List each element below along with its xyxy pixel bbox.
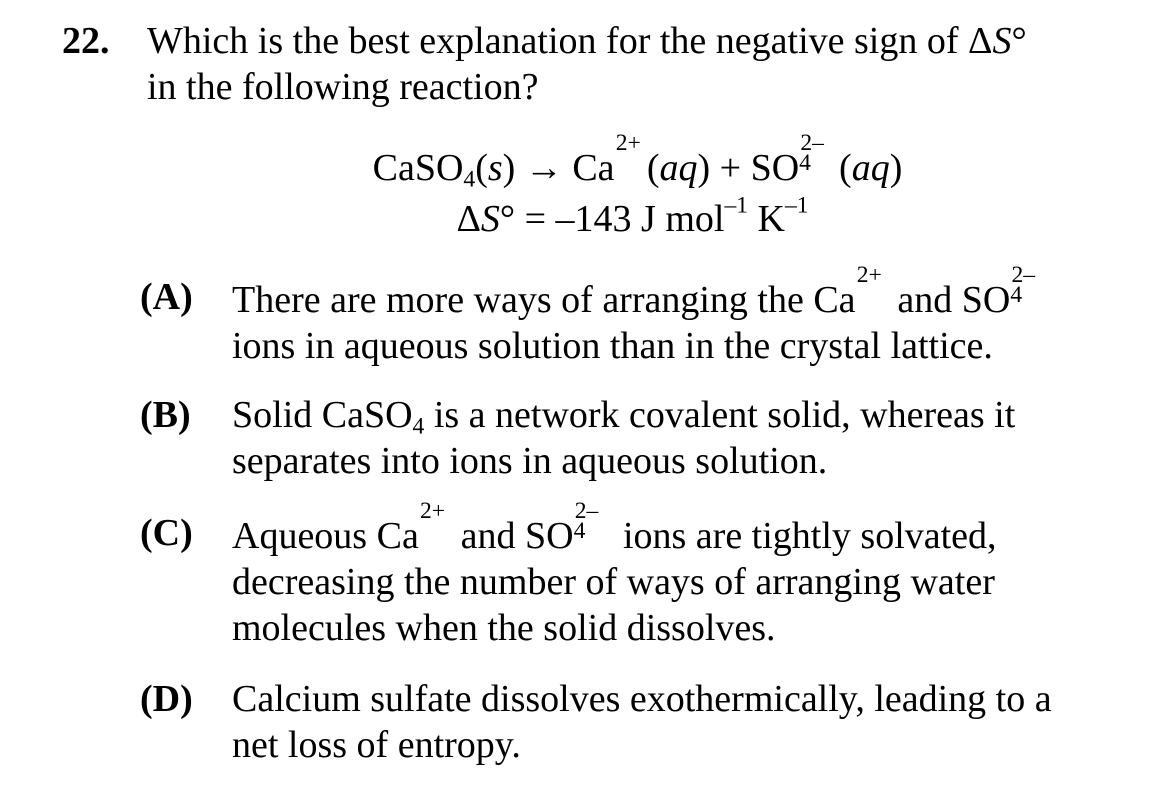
reactant-state: (s) (475, 147, 516, 189)
option-c-line-1a: Aqueous Ca (232, 515, 419, 557)
option-c-line-1b: and SO (451, 515, 574, 557)
option-d-line-2: net loss of entropy. (232, 724, 521, 766)
reaction-equation (0, 130, 1175, 193)
entropy-value: = –143 J mol (524, 198, 725, 240)
option-c-anion-charge: 2– (574, 498, 599, 525)
anion-state: (aq) (839, 147, 903, 189)
stem-line-2: in the following reaction? (147, 66, 539, 108)
option-c-line-1c: ions are tightly solvated, (613, 515, 997, 557)
option-d-text (232, 676, 1162, 768)
option-d-label: (D) (140, 678, 193, 720)
stem-line-1: Which is the best explanation for the negative sign of ΔS° (147, 20, 1027, 62)
option-b-line-1 (232, 392, 1162, 438)
option-a-cation-charge: 2+ (856, 262, 882, 289)
option-a-label: (A) (140, 276, 193, 318)
entropy-symbol: ΔS° (456, 198, 516, 240)
option-c-label: (C) (140, 512, 193, 554)
cation-formula: Ca (572, 147, 615, 189)
option-c-line-3: molecules when the solid dissolves. (232, 607, 776, 649)
option-a-line-1b: and SO (887, 279, 1011, 321)
option-b-line-2: separates into ions in aqueous solution. (232, 440, 828, 482)
anion-subscript: 4 (799, 149, 811, 176)
option-a-line-1a: There are more ways of arranging the Ca (232, 279, 856, 321)
anion-formula: SO (750, 147, 800, 189)
option-c-cation-charge: 2+ (419, 498, 446, 525)
option-a-anion-subscript: 4 (1010, 281, 1023, 308)
option-a-line-2: ions in aqueous solution than in the crystal lattice. (232, 325, 993, 367)
reactant-subscript: 4 (463, 166, 476, 193)
cation-charge: 2+ (615, 130, 641, 157)
option-b-line-1a: Solid CaSO (232, 394, 413, 436)
entropy-unit-k: K (757, 198, 785, 240)
entropy-exponent-2: –1 (784, 192, 809, 219)
option-c-anion-subscript: 4 (573, 517, 586, 544)
entropy-exponent-1: –1 (724, 192, 749, 219)
cation-state: (aq) (646, 147, 711, 189)
question-number: 22. (62, 20, 110, 62)
option-c-text (232, 498, 1162, 651)
anion-charge: 2– (800, 130, 824, 157)
option-b-text (232, 392, 1162, 484)
option-b-label: (B) (140, 394, 191, 436)
question-stem (147, 18, 1157, 110)
entropy-value-line (0, 192, 1175, 242)
option-b-line-1b: is a network covalent solid, whereas it (424, 394, 1016, 436)
reaction-arrow: → (524, 147, 563, 189)
option-d-line-1: Calcium sulfate dissolves exothermically, leading to a (232, 678, 1052, 720)
option-a-text (232, 262, 1162, 369)
option-c-line-1 (232, 498, 1162, 559)
plus-sign: + (719, 147, 742, 189)
option-b-subscript: 4 (412, 413, 425, 440)
option-a-anion-charge: 2– (1011, 262, 1036, 289)
option-a-line-1 (232, 262, 1162, 323)
option-c-line-2: decreasing the number of ways of arranging water (232, 561, 995, 603)
reactant-formula: CaSO (372, 147, 464, 189)
